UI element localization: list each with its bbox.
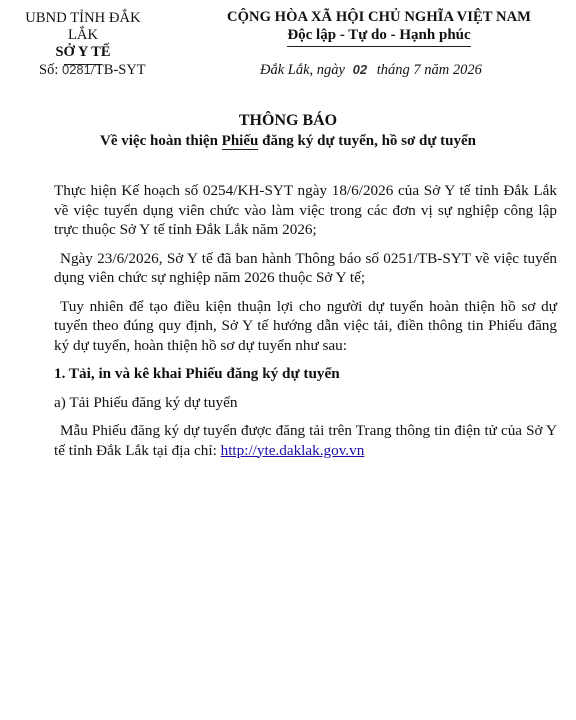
subtitle-underlined-word: Phiếu xyxy=(221,133,259,149)
paragraph-guidance xyxy=(54,297,557,356)
national-header-block xyxy=(206,8,552,47)
nation-name: CỘNG HÒA XÃ HỘI CHỦ NGHĨA VIỆT NAM xyxy=(226,9,531,25)
section-1a-paragraph xyxy=(54,421,557,460)
place-date-prefix: Đắk Lắk, ngày xyxy=(260,62,345,78)
doc-number-prefix: Số: xyxy=(39,62,59,78)
website-link[interactable]: http://yte.daklak.gov.vn xyxy=(220,441,365,459)
paragraph-plan xyxy=(54,181,557,240)
section-1a-heading: a) Tải Phiếu đăng ký dự tuyển xyxy=(54,393,238,411)
subtitle-after: đăng ký dự tuyển, hồ sơ dự tuyển xyxy=(258,133,476,149)
paragraph-guidance-text: Tuy nhiên để tạo điều kiện thuận lợi cho người dự tuyển hoàn thiện hồ sơ dự tuyển theo đúng quy định, Sở Y tế hướng dẫn việc tải, điền thông tin Phiếu đăng ký dự tuyển, hoàn thiện hồ sơ dự tuyển như sau: xyxy=(54,297,557,354)
agency-name: UBND TỈNH ĐẮK LẮK xyxy=(25,10,141,43)
doc-number-value: 0281 xyxy=(61,62,91,77)
document-subtitle xyxy=(0,131,576,151)
document-number xyxy=(39,62,146,79)
date-day-value: 02 xyxy=(352,62,368,77)
paragraph-announcement-text: Ngày 23/6/2026, Sở Y tế đã ban hành Thông báo số 0251/TB-SYT về việc tuyển dụng viên chức sự nghiệp năm 2026 thuộc Sở Y tế; xyxy=(54,249,557,286)
place-date-suffix: tháng 7 năm 2026 xyxy=(376,62,482,78)
national-motto: Độc lập - Tự do - Hạnh phúc xyxy=(287,26,470,47)
document-title: THÔNG BÁO xyxy=(238,112,338,129)
doc-number-suffix: /TB-SYT xyxy=(90,62,146,78)
place-date-line xyxy=(260,62,482,79)
paragraph-plan-text: Thực hiện Kế hoạch số 0254/KH-SYT ngày 18/6/2026 của Sở Y tế tỉnh Đắk Lắk về việc tuyển dụng viên chức vào làm việc trong các đơn vị sự nghiệp công lập trực thuộc Sở Y tế tỉnh Đắk Lắk năm 2026; xyxy=(54,182,557,238)
section-1a-text: Mẫu Phiếu đăng ký dự tuyển được đăng tải trên Trang thông tin điện tử của Sở Y tế tỉnh Đắk Lắk tại địa chỉ: xyxy=(54,422,557,459)
paragraph-announcement xyxy=(54,249,557,288)
section-1-heading: 1. Tải, in và kê khai Phiếu đăng ký dự tuyển xyxy=(54,365,340,382)
subtitle-before: Về việc hoàn thiện xyxy=(100,133,222,149)
department-name: SỞ Y TẾ xyxy=(55,44,111,60)
issuing-agency-block xyxy=(10,10,156,65)
document-body xyxy=(54,181,557,469)
